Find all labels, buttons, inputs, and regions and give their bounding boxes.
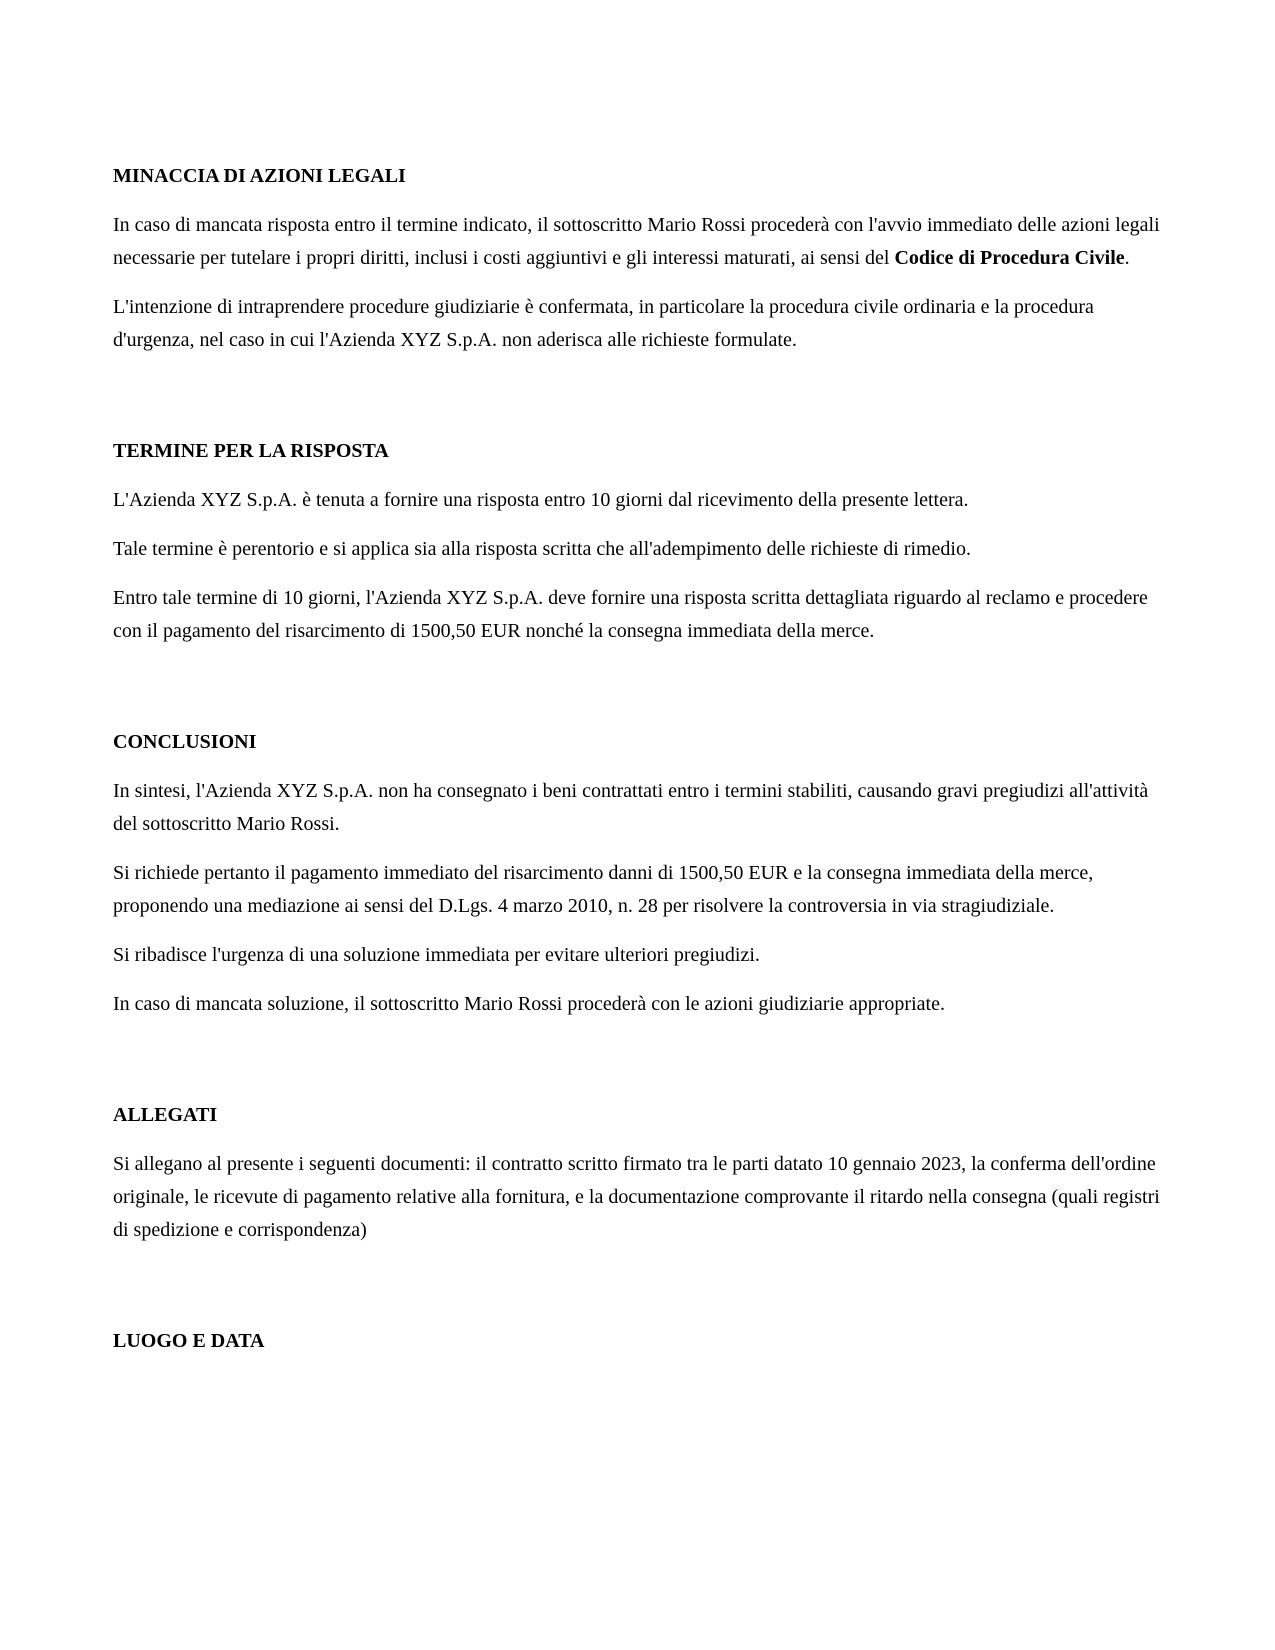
section-heading-termine-per-la-risposta: TERMINE PER LA RISPOSTA [113,440,389,462]
section-response-deadline [113,435,1160,648]
paragraph-text: In caso di mancata risposta entro il termine indicato, il sottoscritto Mario Rossi procederà con l'avvio immediato delle azioni legali necessarie per tutelare i propri diritti, inclusi i costi aggiuntivi e gli interessi maturati, ai sensi del [113,214,1160,269]
bold-law-reference: Codice di Procedura Civile [894,247,1125,269]
paragraph: In caso di mancata soluzione, il sottoscritto Mario Rossi procederà con le azioni giudiziarie appropriate. [113,993,945,1015]
paragraph: L'Azienda XYZ S.p.A. è tenuta a fornire una risposta entro 10 giorni dal ricevimento della presente lettera. [113,489,969,511]
section-place-and-date [113,1325,1160,1358]
paragraph: Entro tale termine di 10 giorni, l'Azienda XYZ S.p.A. deve fornire una risposta scritta dettagliata riguardo al reclamo e procedere con il pagamento del risarcimento di 1500,50 EUR nonché la consegna immediata della merce. [113,587,1148,642]
section-heading-allegati: ALLEGATI [113,1104,218,1126]
paragraph-text: . [1124,247,1130,269]
section-legal-threat [113,160,1160,357]
paragraph: Tale termine è perentorio e si applica sia alla risposta scritta che all'adempimento delle richieste di rimedio. [113,538,971,560]
paragraph: In sintesi, l'Azienda XYZ S.p.A. non ha consegnato i beni contrattati entro i termini stabiliti, causando gravi pregiudizi all'attività del sottoscritto Mario Rossi. [113,780,1149,835]
section-conclusions [113,726,1160,1021]
section-heading-luogo-e-data: LUOGO E DATA [113,1330,265,1352]
section-heading-minaccia-di-azioni-legali: MINACCIA DI AZIONI LEGALI [113,165,406,187]
paragraph: Si allegano al presente i seguenti documenti: il contratto scritto firmato tra le parti datato 10 gennaio 2023, la conferma dell'ordine originale, le ricevute di pagamento relative alla fornitura, e la documentazione comprovante il ritardo nella consegna (quali registri di spedizione e corrispondenza) [113,1153,1160,1241]
section-attachments [113,1099,1160,1247]
section-heading-conclusioni: CONCLUSIONI [113,731,257,753]
paragraph: L'intenzione di intraprendere procedure giudiziarie è confermata, in particolare la procedura civile ordinaria e la procedura d'urgenza, nel caso in cui l'Azienda XYZ S.p.A. non aderisca alle richieste formulate. [113,296,1094,351]
paragraph: Si richiede pertanto il pagamento immediato del risarcimento danni di 1500,50 EUR e la consegna immediata della merce, proponendo una mediazione ai sensi del D.Lgs. 4 marzo 2010, n. 28 per risolvere la controversia in via stragiudiziale. [113,862,1094,917]
paragraph [113,209,1160,275]
paragraph: Si ribadisce l'urgenza di una soluzione immediata per evitare ulteriori pregiudizi. [113,944,760,966]
